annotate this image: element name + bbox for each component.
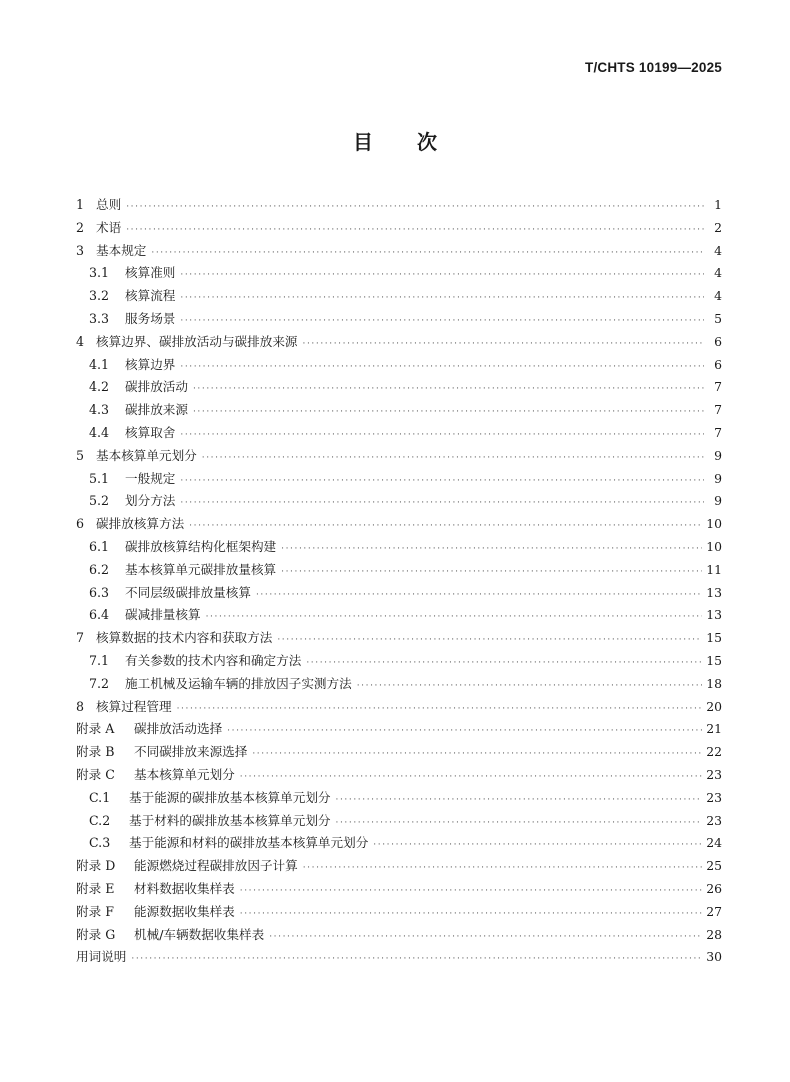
- dot-leader: [131, 948, 702, 971]
- toc-entry-number: 5: [76, 447, 85, 463]
- toc-entry-title: 核算过程管理: [96, 698, 172, 714]
- dot-leader: [256, 584, 702, 607]
- toc-entry-number: 附录 A: [76, 721, 115, 737]
- toc-entry-page: 7: [714, 424, 722, 440]
- toc-entry-page: 27: [706, 903, 722, 919]
- toc-entry-title: 基于能源的碳排放基本核算单元划分: [129, 789, 331, 805]
- toc-entry[interactable]: [76, 331, 722, 354]
- toc-entry-page: 5: [714, 310, 722, 326]
- toc-entry-title: 基于能源和材料的碳排放基本核算单元划分: [129, 835, 369, 851]
- toc-entry-title: 材料数据收集样表: [134, 880, 235, 896]
- toc-entry-title: 核算边界、碳排放活动与碳排放来源: [96, 333, 298, 349]
- toc-entry-page: 9: [714, 493, 722, 509]
- toc-entry-number: 4.4: [89, 424, 110, 440]
- dot-leader: [206, 606, 703, 629]
- dot-leader: [303, 857, 703, 880]
- toc-entry[interactable]: [76, 399, 722, 422]
- toc-title: [0, 126, 790, 155]
- toc-entry[interactable]: [76, 832, 722, 855]
- toc-entry-number: C.2: [89, 812, 111, 828]
- toc-entry-title: 核算流程: [125, 288, 176, 304]
- toc-entry-number: 6.3: [89, 584, 110, 600]
- dot-leader: [269, 926, 702, 949]
- toc-entry[interactable]: [76, 718, 722, 741]
- toc-entry[interactable]: [76, 194, 722, 217]
- toc-entry-number: 附录 C: [76, 766, 115, 782]
- dot-leader: [240, 880, 702, 903]
- toc-entry-title: 不同层级碳排放量核算: [125, 584, 251, 600]
- toc-entry[interactable]: [76, 559, 722, 582]
- toc-entry[interactable]: [76, 878, 722, 901]
- toc-entry-title: 基于材料的碳排放基本核算单元划分: [129, 812, 331, 828]
- toc-entry[interactable]: [76, 901, 722, 924]
- toc-entry-number: 6.2: [89, 561, 110, 577]
- toc-entry[interactable]: [76, 354, 722, 377]
- toc-entry[interactable]: [76, 490, 722, 513]
- toc-entry[interactable]: [76, 422, 722, 445]
- toc-entry-number: 1: [76, 197, 85, 212]
- dot-leader: [193, 401, 704, 424]
- toc-entry-page: 13: [706, 607, 722, 623]
- dot-leader: [240, 766, 702, 789]
- toc-entry-page: 11: [706, 561, 722, 577]
- toc-entry-number: 附录 D: [76, 858, 116, 874]
- toc-entry[interactable]: [76, 604, 722, 627]
- toc-entry-page: 4: [714, 242, 722, 258]
- toc-entry[interactable]: [76, 787, 722, 810]
- toc-entry-title: 核算取舍: [125, 424, 176, 440]
- toc-entry-page: 22: [706, 744, 722, 760]
- dot-leader: [336, 789, 703, 812]
- toc-entry-page: 25: [706, 858, 722, 874]
- dot-leader: [303, 333, 705, 356]
- toc-entry-title: 不同碳排放来源选择: [134, 744, 248, 760]
- toc-entry-title: 碳排放核算结构化框架构建: [125, 538, 277, 554]
- toc-entry-page: 4: [714, 288, 722, 304]
- toc-entry-page: 20: [706, 698, 722, 714]
- dot-leader: [281, 561, 702, 584]
- toc-entry[interactable]: [76, 376, 722, 399]
- dot-leader: [126, 196, 704, 219]
- toc-entry-title: 碳排放核算方法: [96, 516, 185, 532]
- dot-leader: [277, 629, 702, 652]
- toc-entry-page: 13: [706, 584, 722, 600]
- toc-entry-number: 附录 F: [76, 903, 114, 919]
- toc-entry[interactable]: [76, 741, 722, 764]
- toc-entry-number: 附录 E: [76, 880, 115, 896]
- toc-entry-title: 基本规定: [96, 242, 147, 258]
- toc-entry-title: 碳排放来源: [125, 402, 188, 418]
- toc-entry-title: 碳排放活动选择: [134, 721, 223, 737]
- toc-entry-title: 术语: [96, 219, 122, 235]
- toc-entry[interactable]: [76, 285, 722, 308]
- dot-leader: [180, 470, 704, 493]
- toc-entry-number: 附录 G: [76, 926, 116, 942]
- dot-leader: [177, 698, 703, 721]
- toc-entry-title: 核算准则: [125, 265, 176, 281]
- toc-entry-number: C.3: [89, 835, 111, 851]
- toc-entry[interactable]: [76, 946, 722, 969]
- toc-entry-number: 3.3: [89, 310, 110, 326]
- toc-entry-number: 4.2: [89, 379, 110, 395]
- toc-entry-number: 6.1: [89, 538, 110, 554]
- toc-entry-title: 碳排放活动: [125, 379, 188, 395]
- dot-leader: [180, 264, 704, 287]
- toc-entry-number: C.1: [89, 789, 111, 805]
- toc-entry-page: 2: [714, 219, 722, 235]
- toc-entry-title: 核算边界: [125, 356, 176, 372]
- dot-leader: [151, 242, 704, 265]
- toc-entry-title: 基本核算单元碳排放量核算: [125, 561, 277, 577]
- toc-entry-page: 23: [706, 766, 722, 782]
- toc-entry[interactable]: [76, 240, 722, 263]
- toc-entry[interactable]: [76, 673, 722, 696]
- toc-entry[interactable]: [76, 764, 722, 787]
- toc-entry[interactable]: [76, 468, 722, 491]
- dot-leader: [252, 743, 702, 766]
- dot-leader: [189, 515, 702, 538]
- toc-entry-title: 机械/车辆数据收集样表: [134, 926, 265, 942]
- toc-entry-title: 基本核算单元划分: [134, 766, 235, 782]
- toc-title-part2: 次: [417, 130, 437, 154]
- toc-entry-page: 28: [706, 926, 722, 942]
- toc-entry[interactable]: [76, 262, 722, 285]
- dot-leader: [240, 903, 702, 926]
- toc-entry-number: 3: [76, 242, 85, 258]
- toc-entry-page: 7: [714, 379, 722, 395]
- toc-entry-title: 划分方法: [125, 493, 176, 509]
- toc-entry[interactable]: [76, 696, 722, 719]
- toc-entry[interactable]: [76, 924, 722, 947]
- toc-title-part1: 目: [353, 130, 373, 154]
- dot-leader: [336, 812, 703, 835]
- toc-entry[interactable]: [76, 810, 722, 833]
- toc-entry-page: 21: [706, 721, 722, 737]
- dot-leader: [180, 424, 704, 447]
- toc-entry-number: 4.1: [89, 356, 110, 372]
- toc-entry[interactable]: [76, 513, 722, 536]
- toc-entry[interactable]: [76, 582, 722, 605]
- toc-entry-page: 9: [714, 470, 722, 486]
- dot-leader: [202, 447, 704, 470]
- toc-entry-title: 施工机械及运输车辆的排放因子实测方法: [125, 675, 352, 691]
- toc-entry[interactable]: [76, 536, 722, 559]
- toc-entry-title: 有关参数的技术内容和确定方法: [125, 652, 302, 668]
- dot-leader: [306, 652, 702, 675]
- toc-entry-number: 3.1: [89, 265, 110, 281]
- toc-entry-number: 7: [76, 630, 85, 646]
- toc-entry-number: 4: [76, 333, 85, 349]
- toc-entry-page: 1: [714, 197, 722, 212]
- dot-leader: [180, 356, 704, 379]
- toc-entry-title: 一般规定: [125, 470, 176, 486]
- dot-leader: [227, 720, 702, 743]
- toc-entry[interactable]: [76, 217, 722, 240]
- toc-entry-page: 7: [714, 402, 722, 418]
- standard-code: T/CHTS 10199—2025: [585, 60, 722, 75]
- toc-entry-title: 基本核算单元划分: [96, 447, 197, 463]
- dot-leader: [126, 219, 704, 242]
- toc-entry-number: 3.2: [89, 288, 110, 304]
- toc-entry-page: 23: [706, 812, 722, 828]
- toc-entry[interactable]: [76, 308, 722, 331]
- toc-entry-page: 9: [714, 447, 722, 463]
- toc-entry-number: 6.4: [89, 607, 110, 623]
- toc-entry-title: 服务场景: [125, 310, 176, 326]
- toc-entry-number: 8: [76, 698, 85, 714]
- toc-entry-number: 4.3: [89, 402, 110, 418]
- dot-leader: [357, 675, 703, 698]
- toc-entry-title: 用词说明: [76, 949, 127, 965]
- toc-entry-number: 附录 B: [76, 744, 115, 760]
- toc-entry-number: 2: [76, 219, 85, 235]
- toc-entry-number: 5.1: [89, 470, 110, 486]
- dot-leader: [180, 310, 704, 333]
- toc-entry-title: 核算数据的技术内容和获取方法: [96, 630, 273, 646]
- dot-leader: [180, 287, 704, 310]
- toc-entry-page: 10: [706, 516, 722, 532]
- toc-entry-page: 15: [706, 652, 722, 668]
- table-of-contents: [76, 194, 722, 969]
- toc-entry-page: 23: [706, 789, 722, 805]
- toc-entry-page: 26: [706, 880, 722, 896]
- toc-entry[interactable]: [76, 627, 722, 650]
- toc-entry-title: 总则: [96, 197, 122, 212]
- dot-leader: [373, 834, 702, 857]
- toc-entry-number: 6: [76, 516, 85, 532]
- toc-entry-page: 4: [714, 265, 722, 281]
- toc-entry-page: 30: [706, 949, 722, 965]
- toc-entry-page: 6: [714, 356, 722, 372]
- toc-entry-page: 10: [706, 538, 722, 554]
- toc-entry[interactable]: [76, 855, 722, 878]
- dot-leader: [180, 492, 704, 515]
- toc-entry-page: 24: [706, 835, 722, 851]
- toc-entry-page: 6: [714, 333, 722, 349]
- toc-entry-page: 15: [706, 630, 722, 646]
- toc-entry[interactable]: [76, 445, 722, 468]
- toc-entry-number: 7.1: [89, 652, 110, 668]
- toc-entry-page: 18: [706, 675, 722, 691]
- dot-leader: [193, 378, 704, 401]
- dot-leader: [281, 538, 702, 561]
- toc-entry-title: 碳减排量核算: [125, 607, 201, 623]
- toc-entry-number: 7.2: [89, 675, 110, 691]
- toc-entry[interactable]: [76, 650, 722, 673]
- toc-entry-number: 5.2: [89, 493, 110, 509]
- toc-entry-title: 能源数据收集样表: [134, 903, 235, 919]
- toc-entry-title: 能源燃烧过程碳排放因子计算: [134, 858, 298, 874]
